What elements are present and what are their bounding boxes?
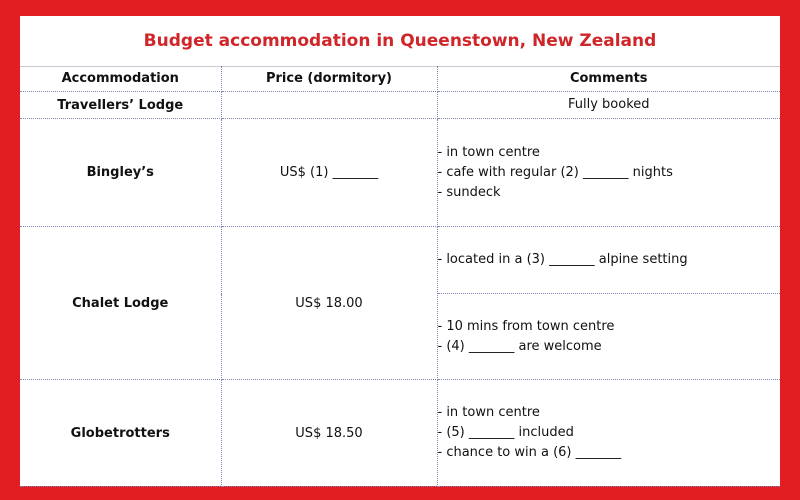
page-title: Budget accommodation in Queenstown, New Zealand: [20, 16, 780, 67]
accommodation-name: Bingley’s: [20, 119, 221, 227]
comment-line: - sundeck: [437, 184, 501, 200]
accommodation-name: Travellers’ Lodge: [20, 92, 221, 119]
accommodation-name: Chalet Lodge: [20, 227, 221, 380]
comment-line: - cafe with regular (2) _______ nights: [437, 164, 673, 180]
comment-line: - in town centre: [437, 144, 540, 160]
column-header-comments: Comments: [437, 66, 780, 92]
price-cell: [221, 92, 437, 119]
table-header-row: [20, 66, 780, 92]
price-cell: US$ 18.50: [221, 380, 437, 487]
price-cell: US$ (1) _______: [221, 119, 437, 227]
comment-line: - located in a (3) _______ alpine setting: [437, 252, 688, 267]
comments-cell: [437, 92, 780, 119]
worksheet: [20, 16, 780, 486]
comments-cell: [437, 380, 780, 487]
price-cell: US$ 18.00: [221, 227, 437, 380]
column-header-price: Price (dormitory): [221, 66, 437, 92]
comment-line: - chance to win a (6) _______: [437, 445, 622, 460]
table-row: [20, 380, 780, 487]
comment-line: - in town centre: [437, 405, 540, 420]
accommodation-name: Globetrotters: [20, 380, 221, 487]
comment-line: - (4) _______ are welcome: [437, 338, 602, 354]
comments-cell: [437, 227, 780, 294]
accommodation-table: [20, 66, 780, 487]
comments-cell: [437, 119, 780, 227]
comment-line: - 10 mins from town centre: [437, 318, 615, 334]
table-row: [20, 119, 780, 227]
comment-line: - (5) _______ included: [437, 425, 574, 440]
table-row: [20, 92, 780, 119]
comments-cell: [437, 294, 780, 380]
column-header-accommodation: Accommodation: [20, 66, 221, 92]
comment-line: Fully booked: [567, 97, 650, 112]
table-row: [20, 227, 780, 294]
